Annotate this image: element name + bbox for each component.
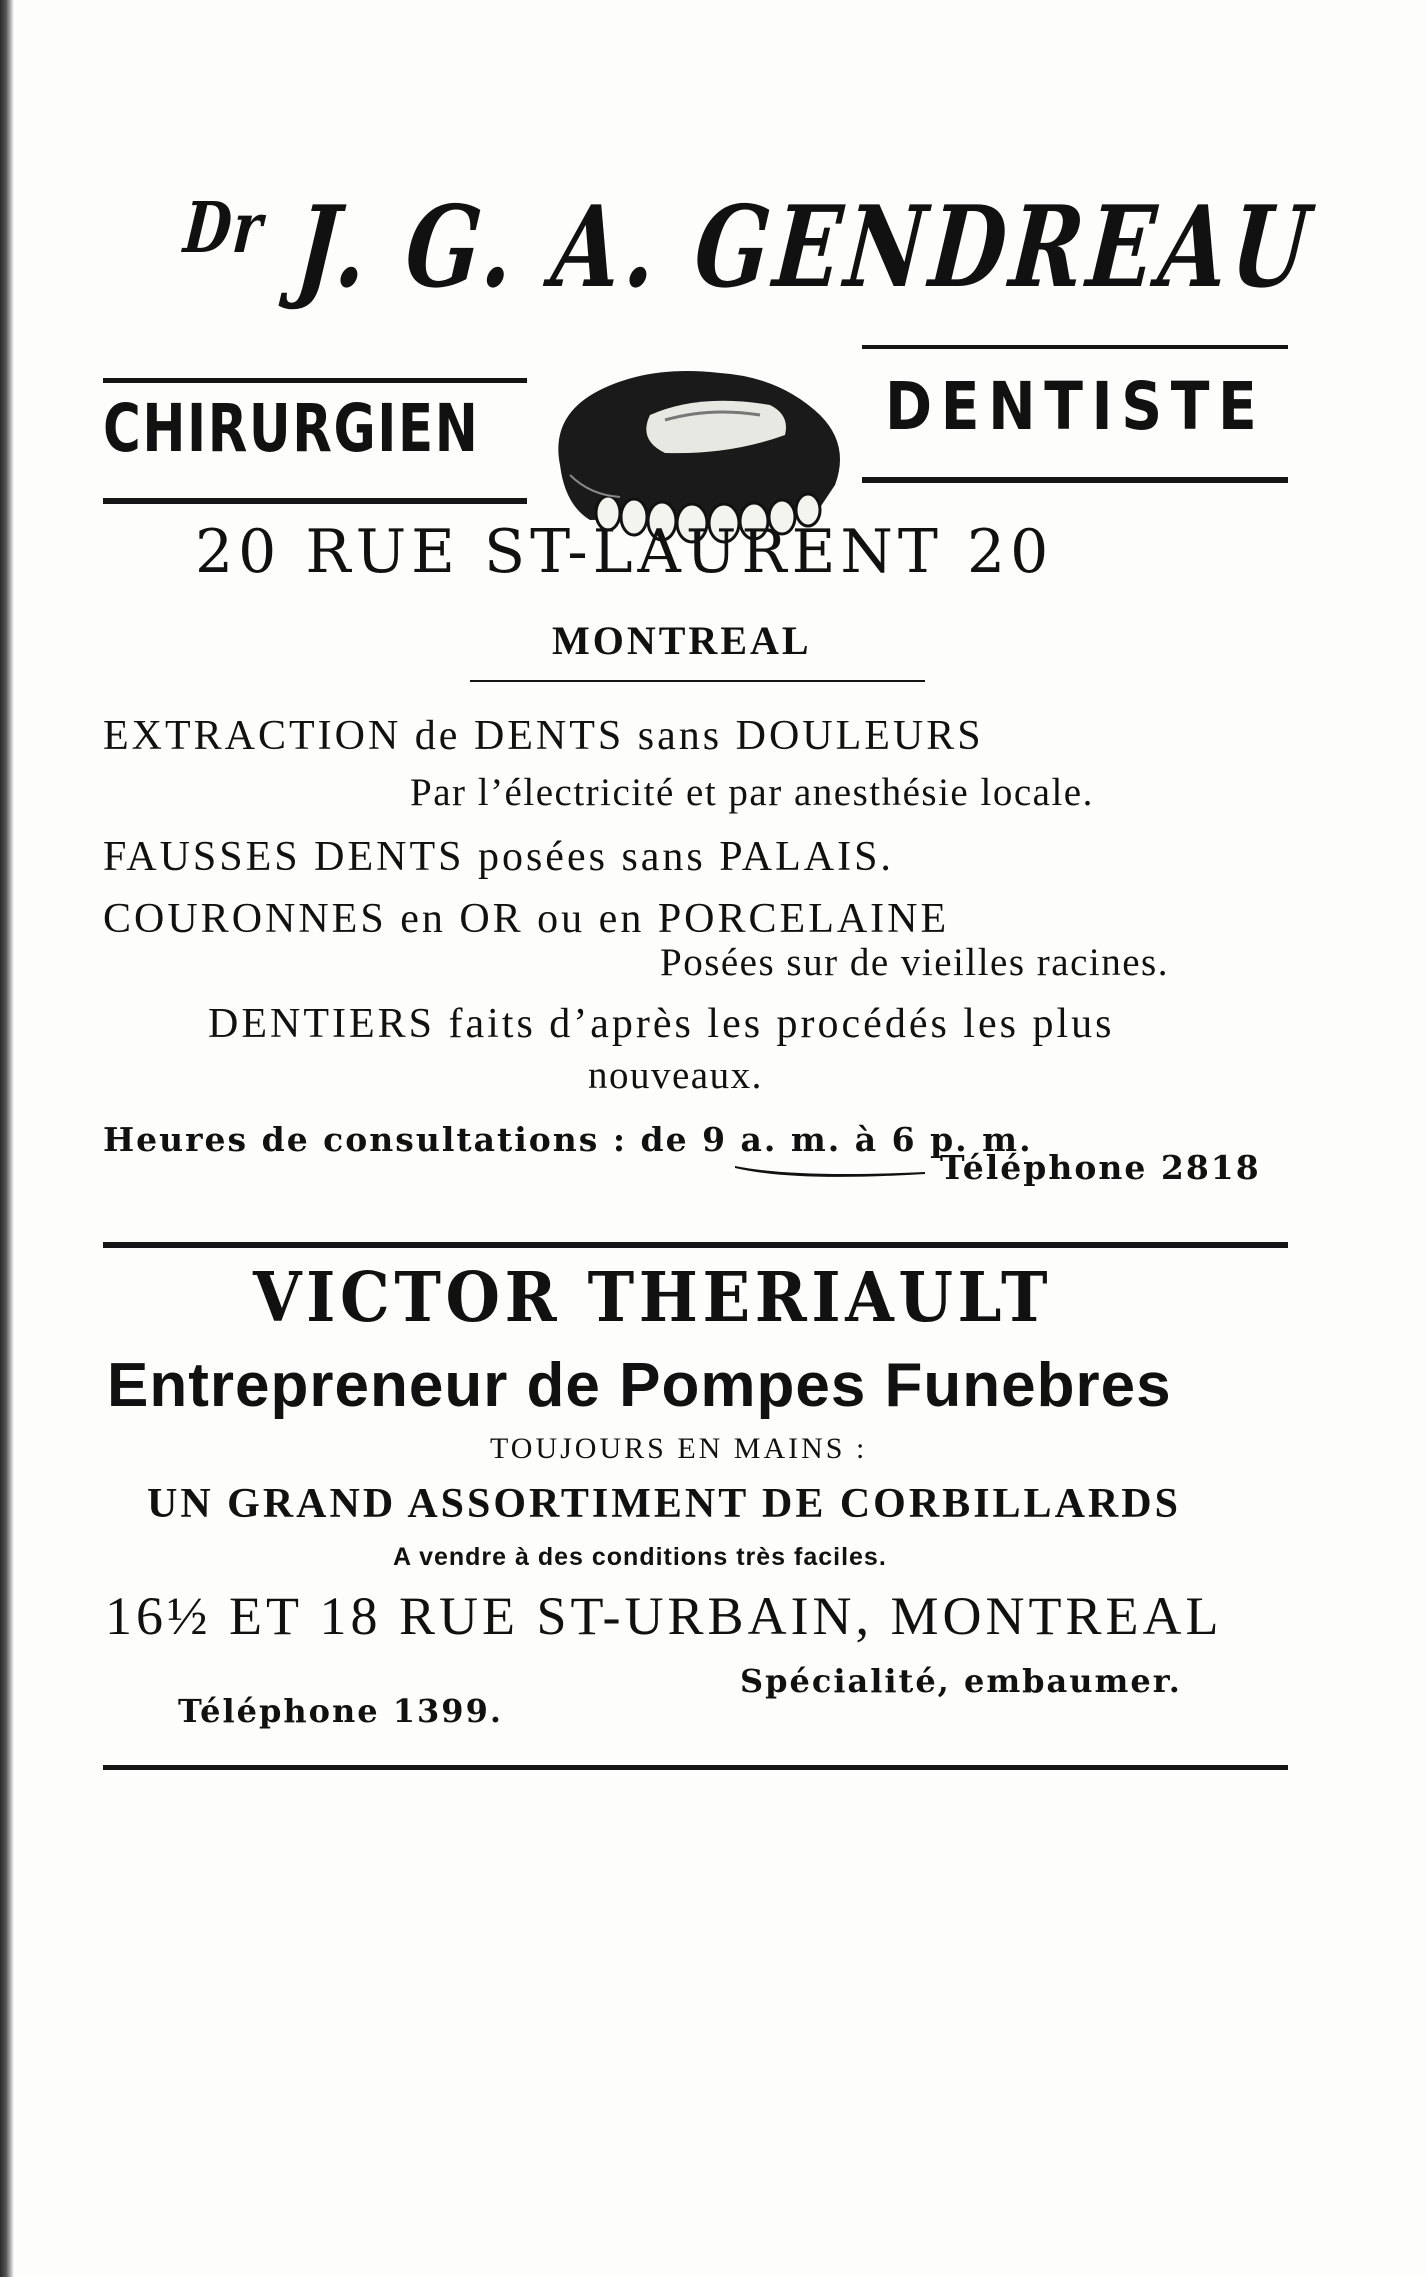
service-detail: Par l’électricité et par anesthésie locale. xyxy=(410,771,1094,814)
service-line: COURONNES en OR ou en PORCELAINE xyxy=(103,896,950,942)
section-separator xyxy=(103,1242,1288,1248)
dentist-divider xyxy=(470,680,925,682)
page-binding-edge xyxy=(0,0,14,2277)
telephone-pointer-line xyxy=(735,1160,925,1180)
service-line: FAUSSES DENTS posées sans PALAIS. xyxy=(103,834,894,880)
right-title-bottom-rule xyxy=(862,477,1288,483)
undertaker-address: 16½ ET 18 RUE ST-URBAIN, MONTREAL xyxy=(105,1586,1223,1646)
bottom-rule xyxy=(103,1765,1288,1770)
dentist-name-text: J. G. A. GENDREAU xyxy=(291,182,1319,313)
service-line: EXTRACTION de DENTS sans DOULEURS xyxy=(103,713,984,759)
undertaker-title: Entrepreneur de Pompes Funebres xyxy=(107,1351,1172,1420)
dentist-address: 20 RUE ST-LAURENT 20 xyxy=(195,517,1054,587)
dentist-name-prefix: Dr xyxy=(180,186,267,269)
consultation-hours: Heures de consultations : de 9 a. m. à 6 p. m. xyxy=(103,1120,1033,1159)
undertaker-name: VICTOR THERIAULT xyxy=(253,1258,1053,1338)
left-title-bottom-rule xyxy=(103,498,527,504)
sale-terms: A vendre à des conditions très faciles. xyxy=(393,1543,887,1571)
always-in-stock-label: TOUJOURS EN MAINS : xyxy=(490,1432,868,1465)
undertaker-telephone: Téléphone 1399. xyxy=(178,1692,503,1730)
left-title-top-rule xyxy=(103,378,527,383)
dentist-title-dentist: DENTISTE xyxy=(885,368,1266,445)
service-detail: Posées sur de vieilles racines. xyxy=(660,941,1169,984)
dentures-illustration xyxy=(530,345,860,545)
dentist-title-surgeon: CHIRURGIEN xyxy=(103,390,480,467)
dentist-city: MONTREAL xyxy=(552,618,812,663)
undertaker-specialty: Spécialité, embaumer. xyxy=(740,1662,1182,1700)
dentist-name xyxy=(177,182,1319,313)
dentist-telephone: Téléphone 2818 xyxy=(940,1148,1261,1187)
right-title-top-rule xyxy=(862,345,1288,349)
service-line: DENTIERS faits d’après les procédés les plus xyxy=(208,1001,1115,1047)
service-detail: nouveaux. xyxy=(588,1054,763,1097)
hearse-assortment: UN GRAND ASSORTIMENT DE CORBILLARDS xyxy=(147,1481,1181,1527)
